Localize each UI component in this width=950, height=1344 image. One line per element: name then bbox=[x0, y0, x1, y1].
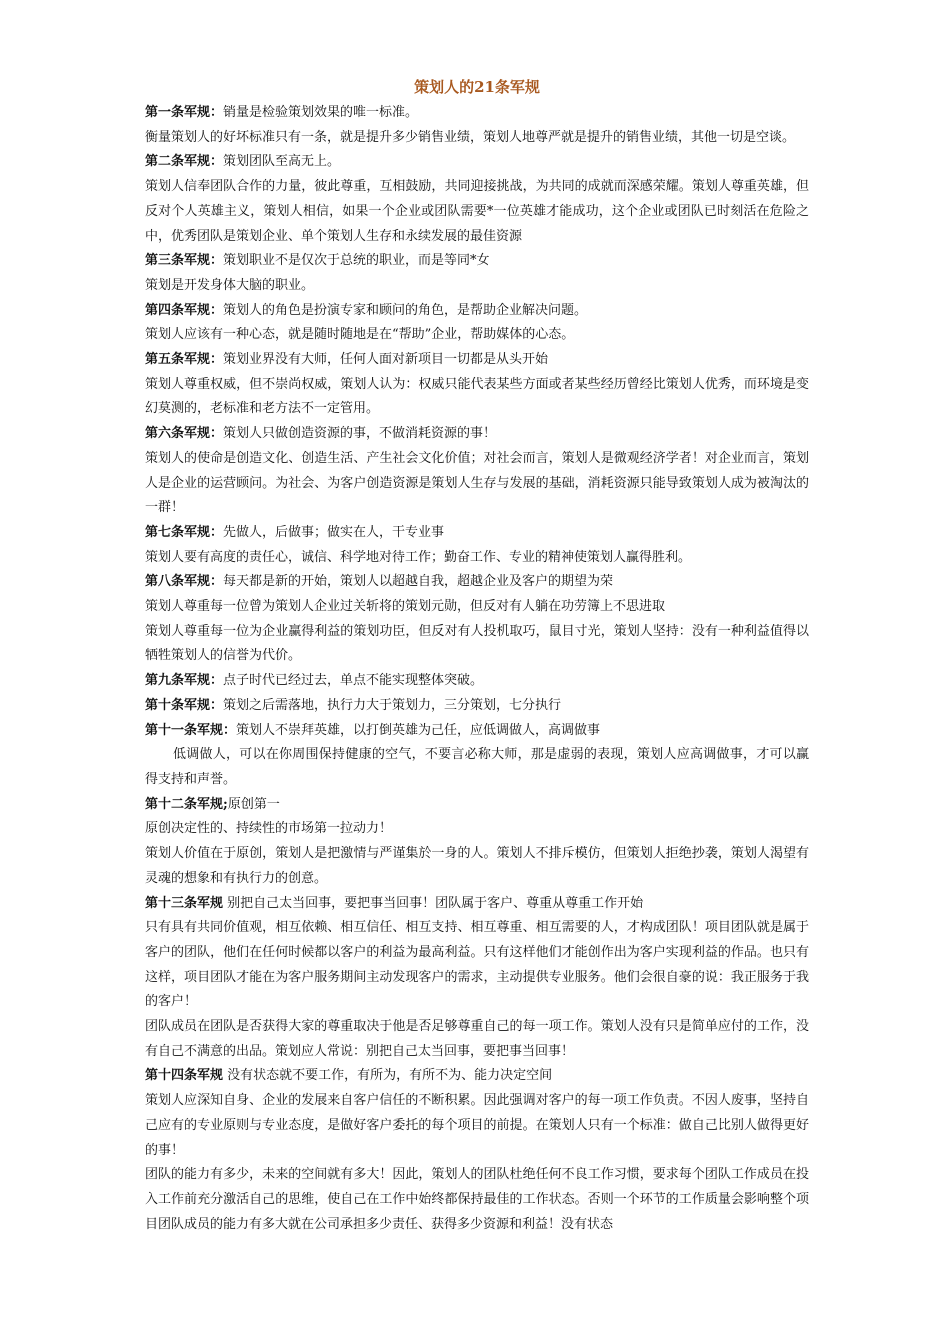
line-text: 策划人信奉团队合作的力量，彼此尊重，互相鼓励，共同迎接挑战，为共同的成就而深感荣耀。策划人尊重英雄，但反对个人英雄主义，策划人相信，如果一个企业或团队需要*一位英雄才能成功，这个企业或团队已时刻活在危险之中，优秀团队是策划企业、单个策划人生存和永续发展的最佳资源 bbox=[145, 179, 809, 244]
line-text: 策划人应深知自身、企业的发展来自客户信任的不断积累。因此强调对客户的每一项工作负责。不因人废事，坚持自己应有的专业原则与专业态度，是做好客户委托的每个项目的前提。在策划人只有一个标准：做自己比别人做得更好的事！ bbox=[145, 1093, 809, 1158]
line-text: 只有具有共同价值观，相互依赖、相互信任、相互支持、相互尊重、相互需要的人，才构成团队！项目团队就是属于客户的团队，他们在任何时候都以客户的利益为最高利益。只有这样他们才能创作出为客户实现利益的作品。也只有这样，项目团队才能在为客户服务期间主动发现客户的需求，主动提供专业服务。他们会很自豪的说：我正服务于我的客户！ bbox=[145, 920, 809, 1010]
paragraph bbox=[145, 447, 809, 521]
line-text: 销量是检验策划效果的唯一标准。 bbox=[223, 105, 419, 120]
rule-heading-line bbox=[145, 892, 809, 917]
line-text: 衡量策划人的好坏标准只有一条，就是提升多少销售业绩，策划人地尊严就是提升的销售业绩，其他一切是空谈。 bbox=[145, 129, 796, 145]
rule-heading-line bbox=[145, 150, 809, 175]
paragraph bbox=[145, 817, 809, 842]
rule-heading-line bbox=[145, 348, 809, 373]
document-page bbox=[145, 76, 809, 1237]
rule-heading-line bbox=[145, 1064, 809, 1089]
line-text: 原创决定性的、持续性的市场第一拉动力！ bbox=[145, 821, 393, 837]
line-text: 策划业界没有大师，任何人面对新项目一切都是从头开始 bbox=[223, 352, 549, 368]
rule-heading-line bbox=[145, 521, 809, 546]
line-text: 策划人要有高度的责任心，诚信、科学地对待工作；勤奋工作、专业的精神使策划人赢得胜利。 bbox=[145, 549, 692, 565]
paragraph bbox=[145, 842, 809, 891]
document-body bbox=[145, 101, 809, 1237]
line-text: 策划人只做创造资源的事，不做消耗资源的事！ bbox=[223, 426, 497, 442]
line-text: 团队成员在团队是否获得大家的尊重取决于他是否足够尊重自己的每一项工作。策划人没有只是简单应付的工作，没有自己不满意的出品。策划应人常说：别把自己太当回事，要把事当回事！ bbox=[145, 1019, 809, 1059]
line-text: 原创第一 bbox=[227, 796, 280, 812]
line-text: 别把自己太当回事，要把事当回事！团队属于客户、尊重从尊重工作开始 bbox=[223, 895, 644, 911]
rule-label: 第十一条军规： bbox=[145, 722, 237, 738]
paragraph bbox=[145, 620, 809, 669]
paragraph bbox=[145, 916, 809, 1015]
rule-label: 第八条军规： bbox=[145, 574, 224, 590]
paragraph bbox=[145, 1089, 809, 1163]
paragraph bbox=[145, 274, 809, 299]
line-text: 策划人价值在于原创，策划人是把激情与严谨集於一身的人。策划人不排斥模仿，但策划人拒绝抄袭，策划人渴望有灵魂的想象和有执行力的创意。 bbox=[145, 846, 809, 886]
rule-heading-line bbox=[145, 719, 809, 744]
rule-label: 第七条军规： bbox=[145, 524, 224, 540]
rule-label: 第三条军规： bbox=[145, 253, 224, 269]
line-text: 点子时代已经过去，单点不能实现整体突破。 bbox=[223, 673, 484, 689]
rule-label: 第六条军规： bbox=[145, 426, 224, 442]
line-text: 没有状态就不要工作，有所为，有所不为、能力决定空间 bbox=[223, 1068, 553, 1084]
rule-label: 第二条军规： bbox=[145, 154, 224, 170]
rule-label: 第一条军规： bbox=[145, 105, 224, 120]
paragraph bbox=[145, 323, 809, 348]
line-text: 每天都是新的开始，策划人以超越自我，超越企业及客户的期望为荣 bbox=[223, 574, 614, 590]
line-text: 策划人尊重每一位为企业赢得利益的策划功臣，但反对有人投机取巧，鼠目寸光，策划人坚持：没有一种利益值得以牺牲策划人的信誉为代价。 bbox=[145, 623, 809, 664]
paragraph bbox=[145, 1015, 809, 1064]
rule-label: 第十条军规： bbox=[145, 697, 224, 713]
line-text: 策划是开发身体大脑的职业。 bbox=[145, 277, 315, 293]
line-text: 低调做人，可以在你周围保持健康的空气，不要言必称大师，那是虚弱的表现，策划人应高调做事，才可以赢得支持和声誉。 bbox=[145, 747, 809, 787]
line-text: 策划人的角色是扮演专家和顾问的角色，是帮助企业解决问题。 bbox=[223, 302, 588, 318]
line-text: 策划团队至高无上。 bbox=[223, 154, 341, 170]
rule-heading-line bbox=[145, 793, 809, 818]
line-text: 策划人尊重每一位曾为策划人企业过关斩将的策划元勋，但反对有人躺在功劳簿上不思进取 bbox=[145, 599, 666, 615]
line-text: 策划人应该有一种心态，就是随时随地是在“帮助”企业，帮助媒体的心态。 bbox=[145, 327, 575, 343]
rule-heading-line bbox=[145, 299, 809, 324]
rule-heading-line bbox=[145, 694, 809, 719]
paragraph bbox=[145, 175, 809, 249]
rule-label: 第五条军规： bbox=[145, 352, 224, 368]
rule-label: 第九条军规： bbox=[145, 673, 224, 689]
rule-heading-line bbox=[145, 570, 809, 595]
line-text: 团队的能力有多少，未来的空间就有多大！因此，策划人的团队杜绝任何不良工作习惯，要求每个团队工作成员在投入工作前充分激活自己的思维，使自己在工作中始终都保持最佳的工作状态。否则一个环节的工作质量会影响整个项目团队成员的能力有多大就在公司承担多少责任、获得多少资源和利益！没有状态 bbox=[145, 1167, 809, 1232]
rule-heading-line bbox=[145, 101, 809, 126]
line-text: 策划人的使命是创造文化、创造生活、产生社会文化价值；对社会而言，策划人是微观经济学者！对企业而言，策划人是企业的运营顾问。为社会、为客户创造资源是策划人生存与发展的基础，消耗资源只能导致策划人成为被淘汰的一群！ bbox=[145, 450, 809, 516]
paragraph bbox=[145, 743, 809, 792]
line-text: 策划人尊重权威，但不崇尚权威，策划人认为：权威只能代表某些方面或者某些经历曾经比策划人优秀，而环境是变幻莫测的，老标准和老方法不一定管用。 bbox=[145, 376, 809, 417]
line-text: 策划人不崇拜英雄，以打倒英雄为己任，应低调做人，高调做事 bbox=[236, 722, 601, 738]
line-text: 策划职业不是仅次于总统的职业，而是等同*女 bbox=[223, 253, 490, 269]
rule-label: 第十四条军规 bbox=[145, 1068, 224, 1084]
rule-heading-line bbox=[145, 669, 809, 694]
paragraph bbox=[145, 546, 809, 571]
rule-heading-line bbox=[145, 249, 809, 274]
document-title: 策划人的21条军规 bbox=[414, 78, 540, 96]
rule-label: 第十三条军规 bbox=[145, 895, 224, 911]
rule-heading-line bbox=[145, 422, 809, 447]
paragraph bbox=[145, 373, 809, 422]
line-text: 先做人，后做事；做实在人，干专业事 bbox=[223, 524, 445, 540]
rule-label: 第十二条军规; bbox=[145, 796, 228, 812]
paragraph bbox=[145, 126, 809, 151]
paragraph bbox=[145, 595, 809, 620]
paragraph bbox=[145, 1163, 809, 1237]
rule-label: 第四条军规： bbox=[145, 302, 224, 318]
line-text: 策划之后需落地，执行力大于策划力，三分策划，七分执行 bbox=[223, 697, 562, 713]
